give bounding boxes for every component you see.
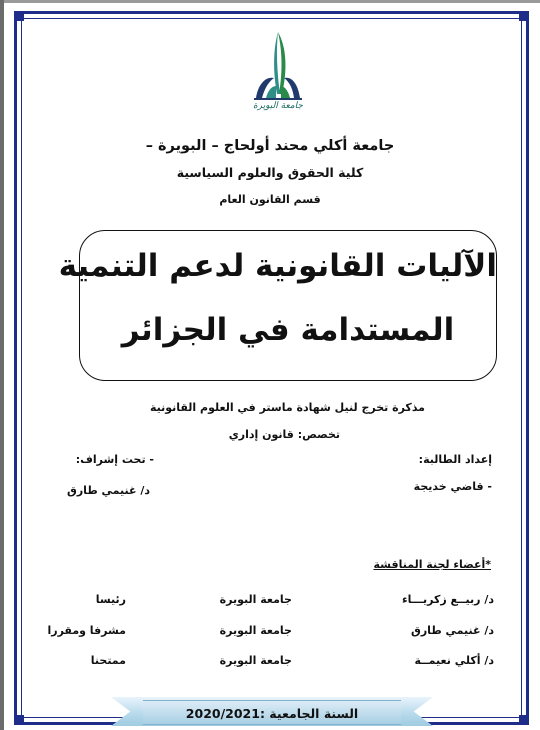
jury-member-name: د/ أكلي نعيمــة (414, 654, 494, 667)
thesis-title-line-1: الآليات القانونية لدعم التنمية (58, 248, 497, 284)
corner-ornament-tl (14, 11, 24, 21)
thesis-title-line-2: المستدامة في الجزائر (121, 312, 455, 348)
corner-ornament-bl (14, 715, 24, 725)
jury-heading: *أعضاء لجنة المناقشة (373, 558, 491, 571)
jury-member-name: د/ ربيــع زكريـــاء (401, 593, 494, 606)
supervision-label: - تحت إشراف: (75, 453, 154, 466)
faculty-name: كلية الحقوق والعلوم السياسية (176, 165, 364, 180)
specialty: تخصص: قانون إداري (228, 428, 340, 441)
jury-member-name: د/ غنيمي طارق (411, 624, 494, 637)
jury-member-university: جامعة البويرة (219, 593, 292, 606)
academic-year: السنة الجامعية :2020/2021 (185, 706, 359, 721)
memo-purpose: مذكرة تخرج لنيل شهادة ماستر في العلوم القانونية (149, 401, 425, 414)
page-left-shadow (0, 0, 4, 730)
jury-member-role: ممتحنا (90, 654, 126, 667)
jury-member-university: جامعة البويرة (219, 654, 292, 667)
jury-member-role: رئيسا (95, 593, 126, 606)
university-name: جامعة أكلي محند أولحاج – البويرة – (145, 138, 395, 154)
department-name: قسم القانون العام (219, 193, 321, 206)
corner-ornament-br (519, 715, 529, 725)
jury-member-role: مشرفا ومقررا (47, 624, 126, 637)
logo-caption: جامعة البويرة (253, 101, 303, 111)
corner-ornament-tr (519, 11, 529, 21)
prepared-by-label: إعداد الطالبة: (418, 453, 492, 466)
jury-member-university: جامعة البويرة (219, 624, 292, 637)
student-name: - قاضي خديجة (413, 480, 492, 493)
supervisor-name: د/ غنيمي طارق (67, 484, 150, 497)
page-top-shadow (0, 0, 540, 3)
